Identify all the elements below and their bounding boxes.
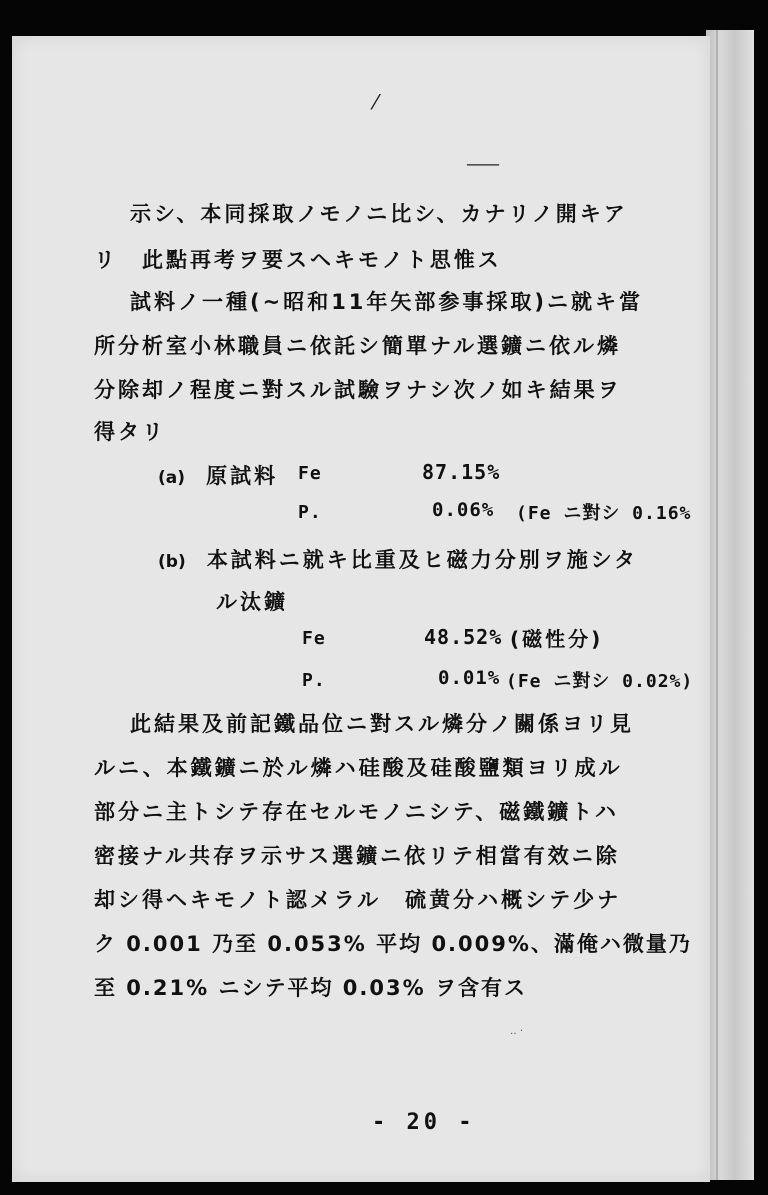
paragraph2-line-7: 至 0.21% ニシテ平均 0.03% ヲ含有ス bbox=[94, 976, 527, 1000]
text-line-3: 試料ノ一種(~昭和11年矢部参事採取)ニ就キ當 bbox=[130, 290, 644, 314]
item-a-row2-element: P. bbox=[298, 502, 322, 523]
document-page bbox=[12, 36, 710, 1182]
handwritten-dash-mark: —— bbox=[466, 154, 498, 175]
item-a-row1-value: 87.15% bbox=[422, 460, 501, 484]
item-a-title: 原試料 bbox=[206, 464, 279, 488]
item-a-row1-element: Fe bbox=[298, 463, 322, 484]
text-line-1: 示シ、本同採取ノモノニ比シ、カナリノ開キア bbox=[130, 202, 628, 226]
paragraph2-line-4: 密接ナル共存ヲ示サス選鑛ニ依リテ相當有效ニ除 bbox=[94, 844, 620, 868]
item-b-heading bbox=[158, 544, 638, 574]
item-b-row2-element: P. bbox=[302, 670, 326, 691]
scan-speck: ‥ · bbox=[510, 1026, 524, 1037]
item-a-label: (a) bbox=[158, 468, 186, 488]
paragraph2-line-5: 却シ得ヘキモノト認メラル 硫黄分ハ概シテ少ナ bbox=[94, 888, 622, 912]
adjacent-page-edge bbox=[706, 30, 754, 1180]
item-b-row2-value: 0.01% bbox=[438, 667, 501, 689]
paragraph2-line-1: 此結果及前記鐵品位ニ對スル燐分ノ關係ヨリ見 bbox=[130, 712, 634, 736]
text-line-2: リ 此點再考ヲ要スヘキモノト思惟ス bbox=[94, 248, 502, 272]
text-line-5: 分除却ノ程度ニ對スル試驗ヲナシ次ノ如キ結果ヲ bbox=[94, 378, 622, 402]
item-b-row2-note: (Fe ニ對シ 0.02%) bbox=[506, 671, 694, 692]
item-b-row1-element: Fe bbox=[302, 628, 326, 649]
handwritten-tick-mark: ⁄ bbox=[374, 90, 378, 114]
item-b-label: (b) bbox=[158, 552, 186, 572]
item-b-title-continued: ル汰鑛 bbox=[216, 590, 288, 614]
paragraph2-line-3: 部分ニ主トシテ存在セルモノニシテ、磁鐵鑛トハ bbox=[94, 800, 619, 824]
item-a-heading bbox=[158, 460, 278, 490]
item-b-row1-note: (磁性分) bbox=[510, 627, 604, 651]
item-b-title: 本試料ニ就キ比重及ヒ磁力分別ヲ施シタ bbox=[206, 548, 638, 572]
item-a-row2-note: (Fe ニ對シ 0.16% bbox=[516, 503, 692, 524]
paragraph2-line-6: ク 0.001 乃至 0.053% 平均 0.009%、滿俺ハ微量乃 bbox=[94, 932, 692, 956]
paragraph2-line-2: ルニ、本鐵鑛ニ於ル燐ハ硅酸及硅酸鹽類ヨリ成ル bbox=[94, 756, 623, 780]
item-a-row2-value: 0.06% bbox=[432, 499, 495, 521]
text-line-4: 所分析室小林職員ニ依託シ簡單ナル選鑛ニ依ル燐 bbox=[94, 334, 621, 358]
item-b-row1-value: 48.52% bbox=[424, 625, 503, 649]
text-line-6: 得タリ bbox=[94, 420, 166, 444]
page-number: - 20 - bbox=[372, 1110, 476, 1135]
